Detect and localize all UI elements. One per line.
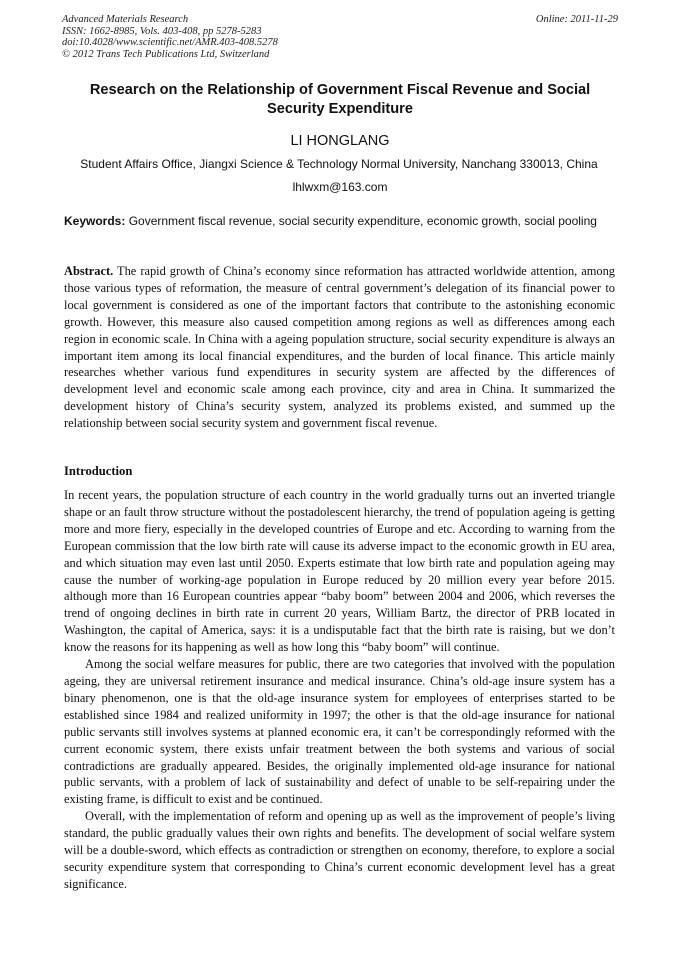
paper-title: Research on the Relationship of Government Fiscal Revenue and Social Security Expenditure	[89, 82, 591, 117]
paragraph: In recent years, the population structure of each country in the world gradually turns out an inverted triangle shape or an fault throw structure without the postadolescent hierarchy, the trend of population ageing is getting more and more fiery, especially in the developed countries of Europe and etc. According to warning from the European commission that the low birth rate will cause its adverse impact to the economic growth in EU area, and which situation may even last until 2050. Experts estimate that low birth rate and population ageing may cause the number of working-age population in Europe reduced by 20 million every year before 2015. although more than 16 European countries appear “baby boom” between 2004 and 2006, which reverses the trend of ongoing declines in birth rate in current 20 years, William Bartz, the director of PRB located in Washington, the capital of America, says: it is a undisputable fact that the birth rate is raising, but we don’t know the reasons for its happening as well as how long this “baby boom” will continue.	[64, 488, 615, 655]
keywords-label: Keywords:	[64, 214, 126, 228]
online-date: Online: 2011-11-29	[535, 14, 618, 25]
keywords	[64, 214, 615, 230]
paragraph: Overall, with the implementation of reform and opening up as well as the improvement of people’s living standard, the public gradually values their own rights and benefits. The development of social welfare system will be a double-sword, which effects as contradiction or strengthen on economy, therefore, to explore a social security expenditure system that corresponding to China’s current economic development level has a great significance.	[64, 809, 615, 891]
abstract-text: The rapid growth of China’s economy since reformation has attracted worldwide attention, among those various types of reformation, the measure of central government’s delegation of its financial power to local government is considered as one of the important factors that contribute to the astonishing economic growth. However, this measure also caused competition among regions as well as differences among each region in economic scale. In China with a ageing population structure, social security expenditure is always an important item among its local financial expenditures, and the burden of local finance. This article mainly researches whether various fund expenditures in security system are affected by the differences of development level and economic scale among each province, city and area in China. It summarized the development history of China’s security system, analyzed its problems existed, and summed up the relationship between social security system and government fiscal revenue.	[64, 264, 615, 431]
journal-doi: doi:10.4028/www.scientific.net/AMR.403-408.5278	[62, 37, 278, 48]
author-affiliation: Student Affairs Office, Jiangxi Science & Technology Normal University, Nanchang 330013, China	[80, 157, 598, 171]
paragraph: Among the social welfare measures for public, there are two categories that involved with the population ageing, they are universal retirement insurance and medical insurance. China’s old-age insure system has a binary phenomenon, one is that the old-age insurance system for employees of enterprises started to be established since 1984 and realized uniformity in 1997; the other is that the old-age insurance for national public servants still involves systems at planned economic era, it can’t be correspondingly reformed with the current economic system, there exists unfair treatment between the both systems and various of social contradictions are gradually appeared. Besides, the originally implemented old-age insurance for national public servants, with a problem of lack of sustainability and defect of unable to be self-repairing under the existing frame, is difficult to exist and be continued.	[64, 657, 615, 807]
journal-header	[62, 14, 618, 60]
author-name: LI HONGLANG	[290, 133, 390, 149]
journal-name: Advanced Materials Research	[62, 14, 189, 25]
abstract-label: Abstract.	[64, 264, 114, 278]
author-email: lhlwxm@163.com	[292, 180, 388, 194]
journal-issn: ISSN: 1662-8985, Vols. 403-408, pp 5278-5283	[62, 25, 262, 37]
keywords-text: Government fiscal revenue, social security expenditure, economic growth, social pooling	[128, 214, 597, 228]
introduction-body	[64, 487, 615, 893]
section-heading-introduction: Introduction	[64, 464, 133, 478]
journal-copyright: © 2012 Trans Tech Publications Ltd, Switzerland	[62, 48, 270, 60]
abstract	[64, 263, 615, 432]
